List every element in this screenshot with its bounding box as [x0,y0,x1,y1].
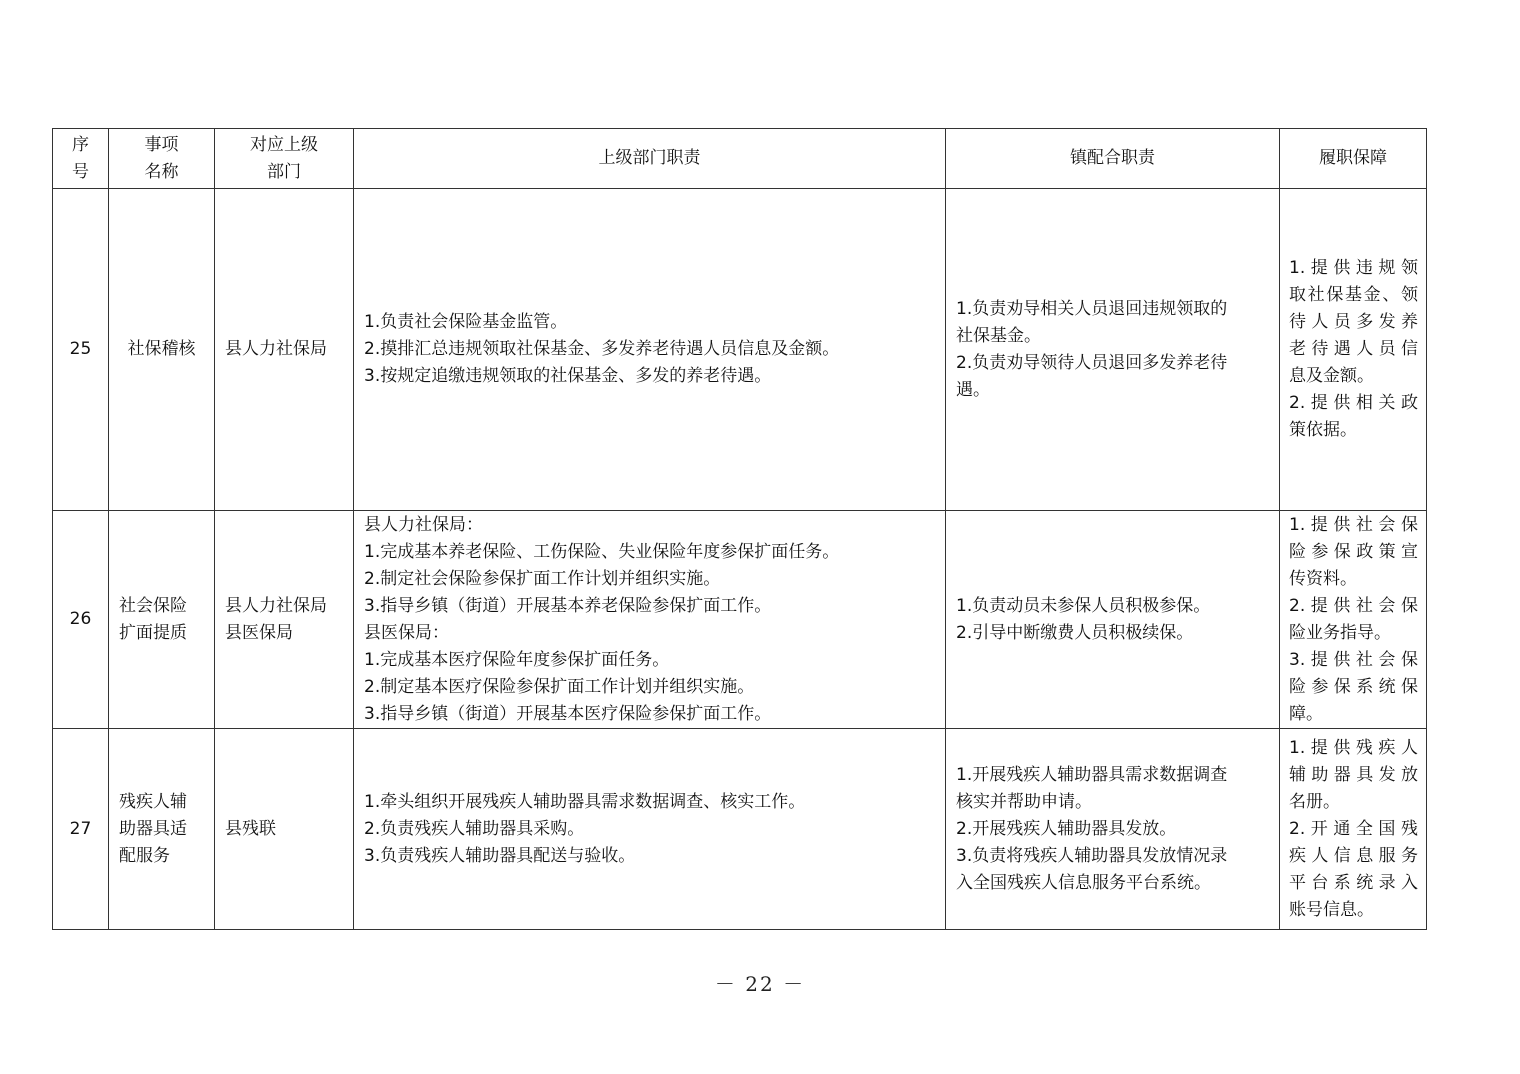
header-name: 事项 名称 [109,129,215,189]
row-upper-duties: 1.负责社会保险基金监管。 2.摸排汇总违规领取社保基金、多发养老待遇人员信息及金额。 3.按规定追缴违规领取的社保基金、多发的养老待遇。 [354,189,946,511]
row-seq: 27 [53,729,109,930]
header-dept: 对应上级 部门 [215,129,354,189]
row-dept: 县人力社保局 [215,189,354,511]
header-guarantee: 履职保障 [1280,129,1427,189]
duties-table [52,128,1427,930]
table-row [53,511,1427,729]
row-seq: 25 [53,189,109,511]
row-guarantee: 1.提供社会保 险参保政策宣 传资料。 2.提供社会保 险业务指导。 3.提供社会保 险参保系统保 障。 [1280,511,1427,729]
row-item-name: 残疾人辅 助器具适 配服务 [109,729,215,930]
table-row [53,189,1427,511]
row-town-duties: 1.负责动员未参保人员积极参保。 2.引导中断缴费人员积极续保。 [946,511,1280,729]
row-seq: 26 [53,511,109,729]
row-item-name: 社保稽核 [109,189,215,511]
row-dept: 县残联 [215,729,354,930]
table-row [53,729,1427,930]
header-town-duties: 镇配合职责 [946,129,1280,189]
row-guarantee: 1.提供违规领 取社保基金、领 待人员多发养 老待遇人员信 息及金额。 2.提供相关政 策依据。 [1280,189,1427,511]
row-town-duties: 1.负责劝导相关人员退回违规领取的 社保基金。 2.负责劝导领待人员退回多发养老待 遇。 [946,189,1280,511]
row-upper-duties: 县人力社保局： 1.完成基本养老保险、工伤保险、失业保险年度参保扩面任务。 2.制定社会保险参保扩面工作计划并组织实施。 3.指导乡镇（街道）开展基本养老保险参保扩面工作。 县医保局： 1.完成基本医疗保险年度参保扩面任务。 2.制定基本医疗保险参保扩面工作计划并组织实施。 3.指导乡镇（街道）开展基本医疗保险参保扩面工作。 [354,511,946,729]
header-seq: 序 号 [53,129,109,189]
header-upper-duties: 上级部门职责 [354,129,946,189]
row-dept: 县人力社保局 县医保局 [215,511,354,729]
row-upper-duties: 1.牵头组织开展残疾人辅助器具需求数据调查、核实工作。 2.负责残疾人辅助器具采购。 3.负责残疾人辅助器具配送与验收。 [354,729,946,930]
page-number: － 22 － [714,972,806,996]
row-item-name: 社会保险 扩面提质 [109,511,215,729]
table-header-row [53,129,1427,189]
row-town-duties: 1.开展残疾人辅助器具需求数据调查 核实并帮助申请。 2.开展残疾人辅助器具发放。 3.负责将残疾人辅助器具发放情况录 入全国残疾人信息服务平台系统。 [946,729,1280,930]
row-guarantee: 1.提供残疾人 辅助器具发放 名册。 2.开通全国残 疾人信息服务 平台系统录入 账号信息。 [1280,729,1427,930]
